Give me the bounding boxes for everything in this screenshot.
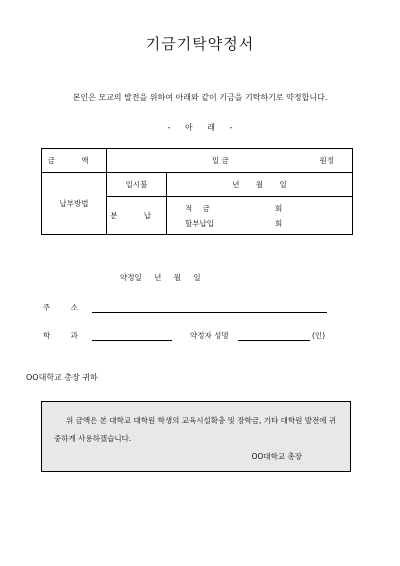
installment-label: 분 납 (107, 197, 167, 235)
installment-payment-label: 할부납입 (185, 218, 214, 228)
notice-box (41, 401, 351, 472)
pledger-name-field[interactable] (238, 340, 310, 341)
amount-unit: 원정 (319, 156, 334, 165)
installment-options[interactable] (167, 197, 353, 235)
amount-text: 일 금 (212, 156, 229, 165)
installment-payment-unit: 회 (275, 218, 283, 228)
below-heading: - 아 래 - (167, 123, 233, 132)
address-label: 주 소 (43, 303, 78, 312)
payment-method-label: 납부방법 (42, 173, 107, 235)
lump-sum-label: 일시불 (107, 173, 167, 197)
pledge-date: 약정일 년 월 일 (120, 273, 201, 282)
amount-field[interactable] (107, 149, 353, 173)
department-field[interactable] (92, 340, 172, 341)
seal-mark: (인) (312, 331, 326, 340)
amount-label: 금 액 (42, 149, 107, 173)
address-field[interactable] (92, 312, 327, 313)
savings-unit: 회 (275, 203, 283, 213)
document-title: 기금기탁약정서 (145, 35, 255, 53)
intro-text: 본인은 모교의 발전을 위하여 아래와 같이 기금을 기탁하기로 약정합니다. (72, 93, 328, 102)
notice-text: 위 금액은 본 대학교 대학원 학생의 교육시설확충 및 장학금, 기타 대학원 발전에 귀중하게 사용하겠습니다. (54, 416, 337, 443)
pledger-name-label: 약정자 성명 (190, 331, 229, 340)
department-label: 학 과 (43, 331, 78, 340)
lump-sum-date-field[interactable]: 년 월 일 (167, 173, 353, 197)
recipient-line: OO대학교 총장 귀하 (26, 373, 98, 382)
pledge-table (41, 148, 353, 235)
notice-signature: OO대학교 총장 (251, 452, 302, 461)
savings-label: 적 금 (185, 203, 214, 213)
